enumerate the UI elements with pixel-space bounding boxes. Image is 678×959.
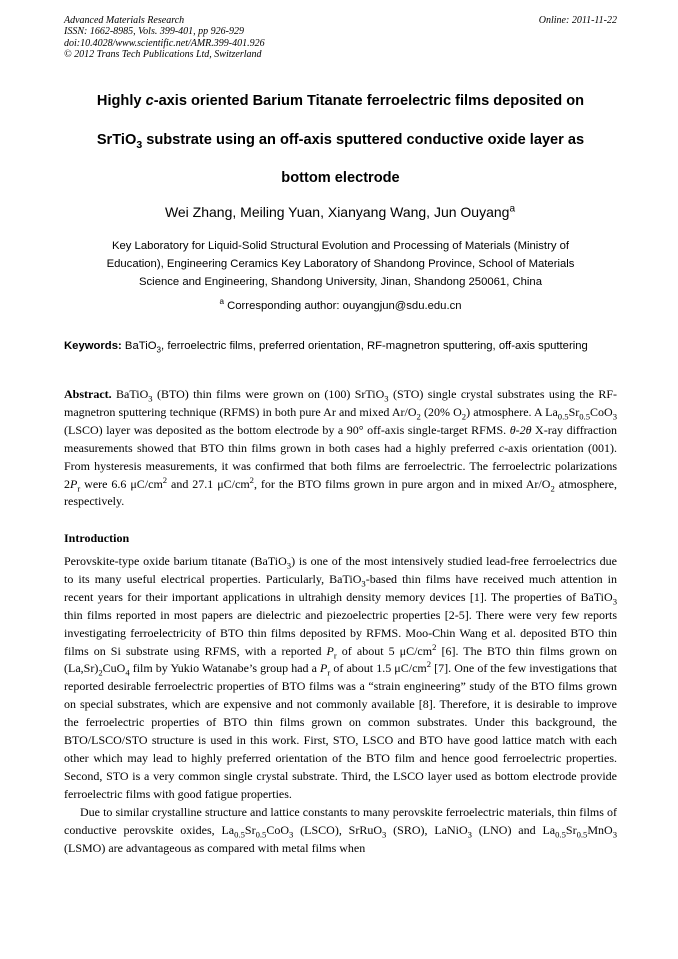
doi-line: doi:10.4028/www.scientific.net/AMR.399-401.926	[64, 37, 265, 49]
copyright-line: © 2012 Trans Tech Publications Ltd, Switzerland	[64, 48, 262, 60]
title-line-1: Highly c-axis oriented Barium Titanate ferroelectric films deposited on	[96, 93, 585, 109]
keywords-label: Keywords:	[64, 340, 122, 352]
online-date: Online: 2011-11-22	[538, 15, 617, 26]
affiliation: Key Laboratory for Liquid-Solid Structural Evolution and Processing of Materials (Ministry of Education), Engineering Ceramics Key Laboratory of Shandong Province, School of Materials Science and Engineering, Shandong University, Jinan, Shandong 250061, China	[106, 240, 575, 289]
introduction-body	[64, 553, 617, 857]
abstract-label: Abstract.	[64, 387, 112, 401]
intro-paragraph-2: Due to similar crystalline structure and lattice constants to many perovskite ferroelectric materials, thin films of conductive perovskite oxides, $La_{0.5}Sr_{0.5}CoO_3$ (LSCO), SrRuO$_3$ (SRO), LaNiO$_3$ (LNO) and $La_{0.5}Sr_{0.5}MnO_3$ (LSMO) are advantageous as compared with metal films when	[64, 804, 617, 855]
section-heading-introduction: Introduction	[64, 531, 130, 545]
corresponding-author: $^a$ Corresponding author: ouyangjun@sdu.edu.cn	[219, 297, 462, 312]
journal-name: Advanced Materials Research	[64, 15, 185, 26]
keywords: Keywords: BaTiO$_3$, ferroelectric films, preferred orientation, RF-magnetron sputtering, off-axis sputtering	[64, 340, 588, 355]
author-mark: a	[509, 203, 516, 215]
author-list: Wei Zhang, Meiling Yuan, Xianyang Wang, Jun Ouyang$^a$	[164, 203, 516, 220]
issn-line: ISSN: 1662-8985, Vols. 399-401, pp 926-929	[64, 26, 244, 38]
page-header	[64, 15, 617, 60]
title-line-3: bottom electrode	[281, 170, 400, 186]
intro-paragraph-1: Perovskite-type oxide barium titanate (BaTiO$_3$) is one of the most intensively studied lead-free ferroelectrics due to its many useful electrical properties. Particularly, BaTiO$_3$-based thin films have received much attention in recent years for their important applications in ultrahigh density memory devices [1]. The properties of BaTiO$_3$ thin films reported in most papers are dielectric and piezoelectric properties [2-5]. There were very few reports investigating ferroelectricity of BTO thin films deposited by RFMS. Moo-Chin Wang et al. deposited BTO thin films on Si substrate using RFMS, with a reported $P_r$ of about 5 $\mu C/cm^2$ [6]. The BTO thin films grown on $(La,Sr)_2CuO_4$ film by Yukio Watanabe’s group had a $P_r$ of about 1.5 $\mu C/cm^2$ [7]. One of the few investigations that reported desirable ferroelectric properties of BTO films was a “strain engineering” study of the BTO films grown on special substrates, which are expensive and not commonly available [8]. Therefore, it is desirable to improve the ferroelectric properties of BTO thin films grown on common substrates. Under this background, the BTO/LSCO/STO structure is used in this work. First, STO, LSCO and BTO have good lattice match with each other which may lead to highly preferred orientation of the BTO film and hence good ferroelectric properties. Second, STO is a very common single crystal substrate. Third, the LSCO layer used as bottom electrode provide ferroelectric films with good fatigue properties.	[64, 554, 618, 801]
title-line-2: SrTiO$_3$ substrate using an off-axis sputtered conductive oxide layer as	[96, 131, 585, 151]
abstract: Abstract. BaTiO$_3$ (BTO) thin films were grown on (100) SrTiO$_3$ (STO) single crystal substrates using the RF-magnetron sputtering technique (RFMS) in both pure Ar and mixed $Ar/O_2$ (20% $O_2$) atmosphere. A $La_{0.5}Sr_{0.5}CoO_3$ (LSCO) layer was deposited as the bottom electrode by a 90° off-axis single-target RFMS. θ-2θ X-ray diffraction measurements showed that BTO thin films grown in both cases had a highly preferred c-axis orientation (001). From hysteresis measurements, it was confirmed that both films are ferroelectric. The ferroelectric polarizations $2P_r$ were 6.6 $\mu C/cm^2$ and 27.1 $\mu C/cm^2$, for the BTO films grown in pure argon and in mixed $Ar/O_2$ atmosphere, respectively.	[64, 387, 618, 509]
paper-title	[52, 82, 629, 198]
